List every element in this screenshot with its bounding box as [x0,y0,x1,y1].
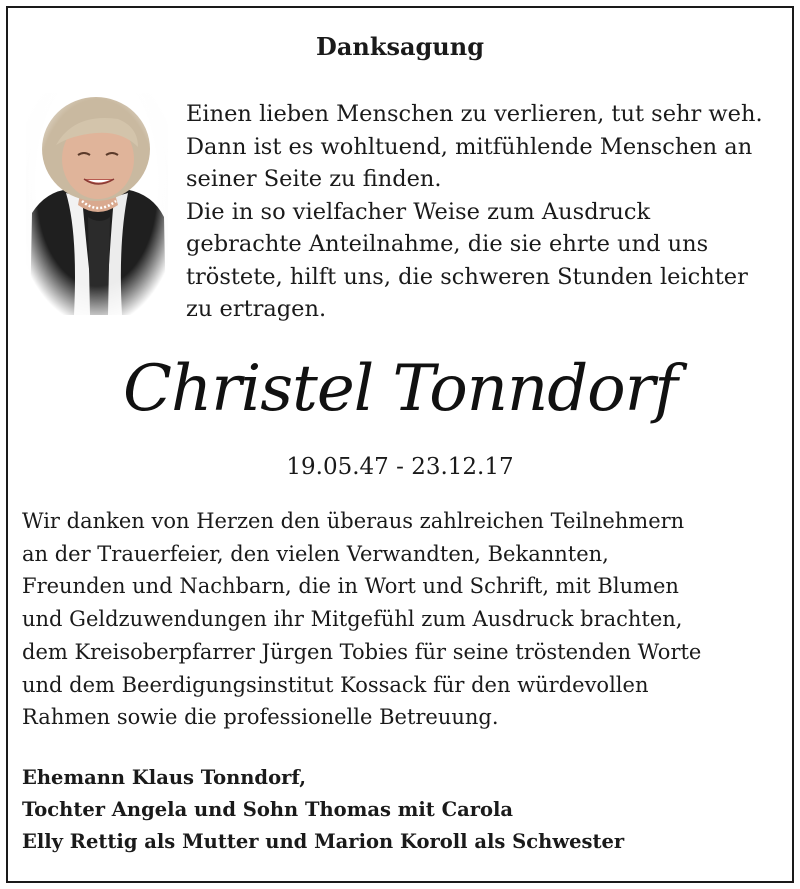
thanks-line: Rahmen sowie die professionelle Betreuung. [22,705,499,730]
intro-line: gebrachte Anteilnahme, die sie ehrte und uns [186,231,709,257]
signer-line: Elly Rettig als Mutter und Marion Koroll als Schwester [22,830,625,853]
notice-heading: Danksagung [316,32,484,61]
intro-line: tröstete, hilft uns, die schweren Stunden leichter [186,263,748,290]
thanks-line: und dem Beerdigungsinstitut Kossack für den würdevollen [22,672,649,697]
thanks-line: dem Kreisoberpfarrer Jürgen Tobies für seine tröstenden Worte [22,639,702,664]
thanks-line: Freunden und Nachbarn, die in Wort und Schrift, mit Blumen [22,574,679,599]
intro-line: Einen lieben Menschen zu verlieren, tut sehr weh. [186,101,763,127]
intro-line: Dann ist es wohltuend, mitfühlende Menschen an [186,133,753,160]
thanks-line: an der Trauerfeier, den vielen Verwandten, Bekannten, [22,541,609,566]
thanks-line: und Geldzuwendungen ihr Mitgefühl zum Ausdruck brachten, [22,607,683,632]
thanks-text [22,505,792,734]
intro-line: Die in so vielfacher Weise zum Ausdruck [186,198,651,225]
deceased-name: Christel Tonndorf [123,352,677,426]
intro-line: seiner Seite zu finden. [186,166,442,192]
intro-line: zu ertragen. [186,296,327,322]
life-dates: 19.05.47 - 23.12.17 [286,454,514,480]
portrait-photo [26,93,168,315]
signer-line: Tochter Angela und Sohn Thomas mit Carola [22,798,514,821]
signers-block [22,762,792,858]
signer-line: Ehemann Klaus Tonndorf, [22,766,307,789]
thanks-line: Wir danken von Herzen den überaus zahlreichen Teilnehmern [22,509,685,533]
intro-text [186,98,786,326]
